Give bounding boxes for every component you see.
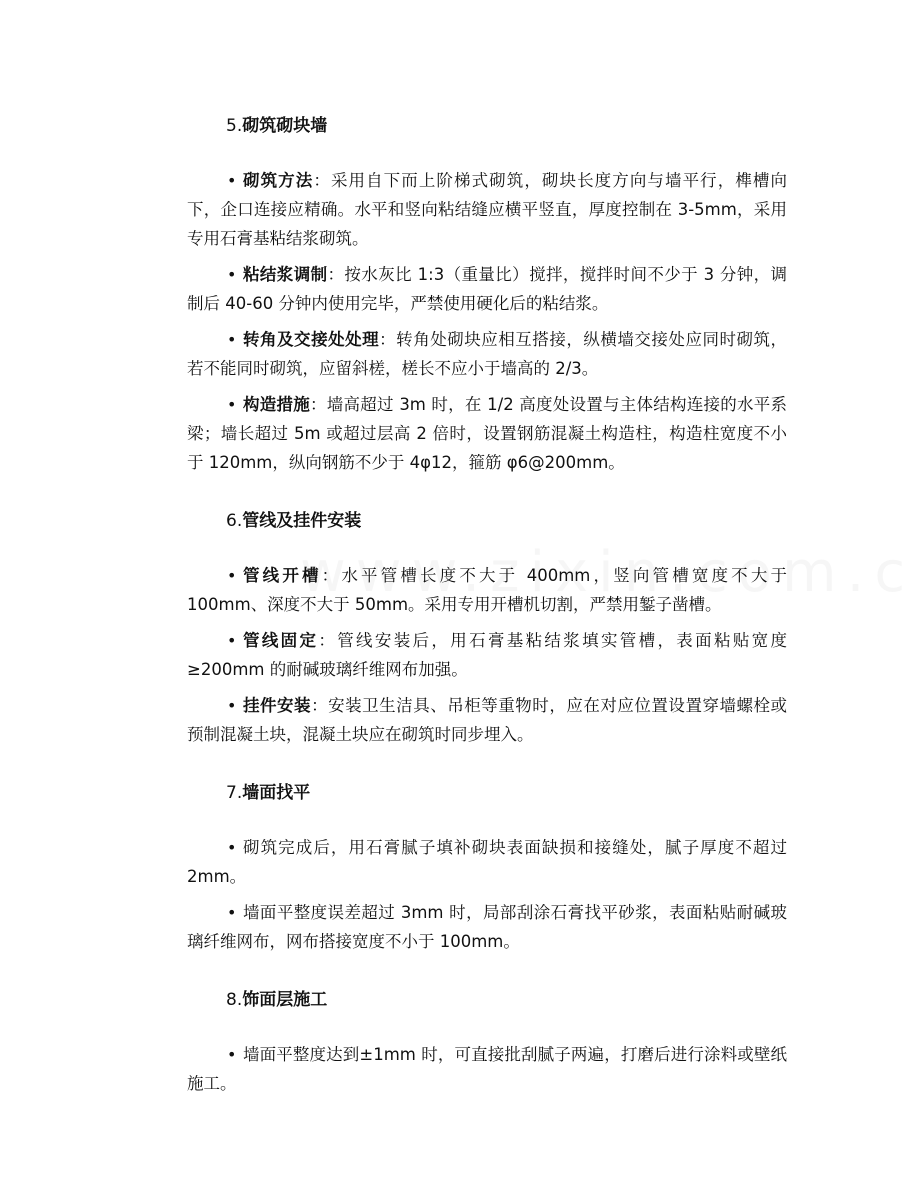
section-title: 砌筑砌块墙	[242, 116, 328, 136]
section-number: 5.	[226, 116, 243, 136]
item-term: 挂件安装	[243, 696, 312, 715]
section-heading	[187, 112, 787, 140]
item-separator: ：	[379, 330, 397, 349]
section-heading	[187, 986, 787, 1014]
bullet-icon: •	[227, 696, 237, 715]
item-text: 管线安装后，用石膏基粘结浆填实管槽，表面粘贴宽度≥200mm 的耐碱玻璃纤维网布加强。	[187, 631, 788, 679]
item-term: 管线开槽	[243, 566, 322, 585]
list-item	[187, 390, 787, 477]
section-title: 饰面层施工	[242, 990, 328, 1010]
item-text: 采用自下而上阶梯式砌筑，砌块长度方向与墙平行，榫槽向下，企口连接应精确。水平和竖向粘结缝应横平竖直，厚度控制在 3-5mm，采用专用石膏基粘结浆砌筑。	[187, 171, 788, 248]
item-text: 安装卫生洁具、吊柜等重物时，应在对应位置设置穿墙螺栓或预制混凝土块，混凝土块应在砌筑时同步埋入。	[187, 696, 788, 744]
item-term: 构造措施	[243, 395, 311, 414]
list-item	[187, 260, 787, 318]
bullet-list	[187, 561, 787, 749]
item-text: 转角处砌块应相互搭接，纵横墙交接处应同时砌筑，若不能同时砌筑，应留斜槎，槎长不应小于墙高的 2/3。	[187, 330, 788, 378]
item-text: 按水灰比 1:3（重量比）搅拌，搅拌时间不少于 3 分钟，调制后 40-60 分钟内使用完毕，严禁使用硬化后的粘结浆。	[187, 265, 788, 313]
document-body	[187, 112, 787, 1128]
section-7	[187, 779, 787, 956]
item-text: 墙面平整度误差超过 3mm 时，局部刮涂石膏找平砂浆，表面粘贴耐碱玻璃纤维网布，网布搭接宽度不小于 100mm。	[187, 903, 787, 951]
section-heading	[187, 779, 787, 807]
list-item	[187, 626, 787, 684]
bullet-icon: •	[227, 1045, 237, 1064]
bullet-icon: •	[227, 566, 237, 585]
item-text: 墙面平整度达到±1mm 时，可直接批刮腻子两遍，打磨后进行涂料或壁纸施工。	[187, 1045, 787, 1093]
item-term: 管线固定	[243, 631, 319, 650]
list-item	[187, 898, 787, 956]
section-number: 6.	[226, 511, 243, 531]
item-separator: ：	[310, 395, 327, 414]
bullet-icon: •	[227, 903, 237, 922]
bullet-icon: •	[227, 330, 237, 349]
list-item	[187, 833, 787, 891]
list-item	[187, 325, 787, 383]
bullet-list	[187, 166, 787, 477]
section-8	[187, 986, 787, 1098]
bullet-list	[187, 1040, 787, 1098]
item-separator: ：	[313, 171, 331, 190]
item-separator: ：	[327, 265, 345, 284]
section-6	[187, 507, 787, 749]
section-number: 7.	[226, 783, 243, 803]
list-item	[187, 1040, 787, 1098]
list-item	[187, 691, 787, 749]
bullet-icon: •	[227, 265, 237, 284]
item-term: 砌筑方法	[243, 171, 314, 190]
bullet-icon: •	[227, 838, 237, 857]
list-item	[187, 561, 787, 619]
bullet-icon: •	[227, 631, 237, 650]
item-term: 转角及交接处处理	[243, 330, 380, 349]
bullet-icon: •	[227, 171, 237, 190]
item-separator: ：	[318, 631, 338, 650]
item-separator: ：	[311, 696, 329, 715]
section-5	[187, 112, 787, 477]
section-heading	[187, 507, 787, 535]
item-text: 墙高超过 3m 时，在 1/2 高度处设置与主体结构连接的水平系梁；墙长超过 5m 或超过层高 2 倍时，设置钢筋混凝土构造柱，构造柱宽度不小于 120mm，纵向钢筋不少于 4φ12，箍筋 φ6@200mm。	[187, 395, 788, 472]
section-title: 管线及挂件安装	[242, 511, 362, 531]
item-text: 水平管槽长度不大于 400mm，竖向管槽宽度不大于 100mm、深度不大于 50mm。采用专用开槽机切割，严禁用錾子凿槽。	[187, 566, 788, 614]
item-separator: ：	[321, 566, 342, 585]
list-item	[187, 166, 787, 253]
item-text: 砌筑完成后，用石膏腻子填补砌块表面缺损和接缝处，腻子厚度不超过 2mm。	[187, 838, 787, 886]
section-title: 墙面找平	[242, 783, 311, 803]
item-term: 粘结浆调制	[243, 265, 328, 284]
bullet-list	[187, 833, 787, 956]
bullet-icon: •	[227, 395, 237, 414]
section-number: 8.	[226, 990, 243, 1010]
